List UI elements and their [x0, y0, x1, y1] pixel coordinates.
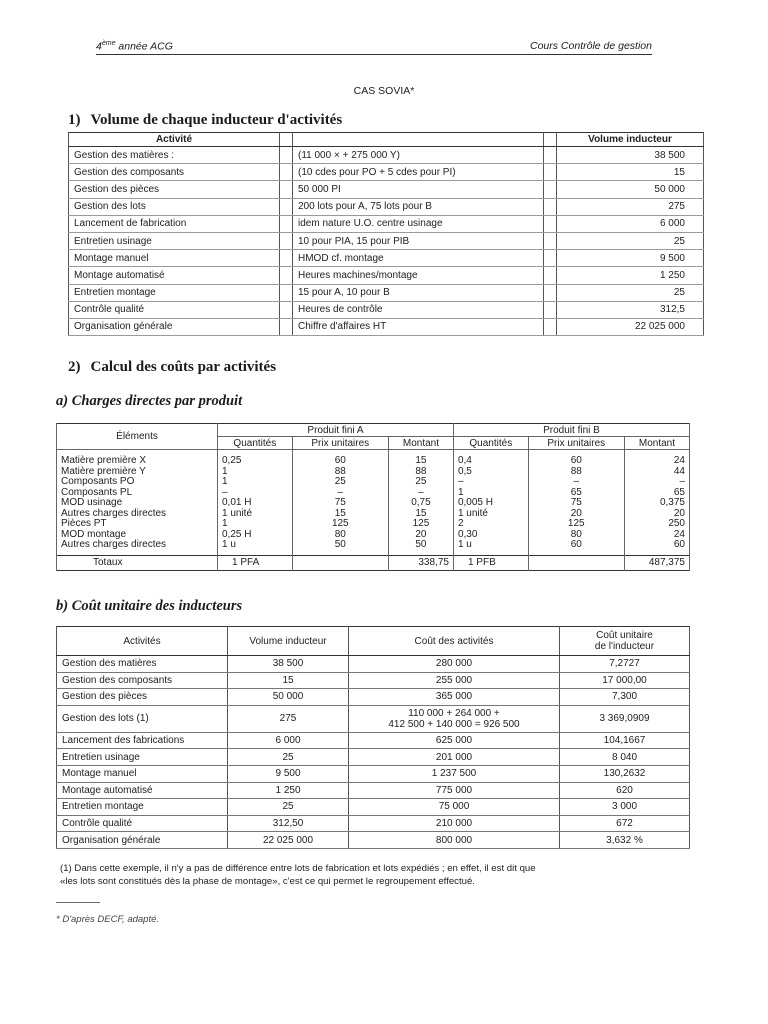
table-row: [69, 232, 704, 249]
amount-b: –: [624, 477, 689, 488]
price-a: 80: [292, 530, 388, 541]
direct-costs-table: [56, 423, 690, 571]
col-product-b: Produit fini B: [453, 424, 689, 437]
unit-cost: 17 000,00: [560, 672, 690, 689]
col-activities: Activités: [57, 627, 228, 656]
col-volume-inducteur: Volume inducteur: [228, 627, 349, 656]
qty-a: –: [218, 488, 293, 499]
inductor-volume: 1 250: [557, 267, 704, 284]
table-row: [69, 318, 704, 335]
amount-a: 15: [388, 450, 453, 467]
amount-a: 50: [388, 540, 453, 555]
activity-name: Organisation générale: [57, 832, 228, 849]
table-row: [57, 498, 690, 509]
activity-name: Gestion des composants: [57, 672, 228, 689]
table-note: (1) Dans cette exemple, il n'y a pas de différence entre lots de fabrication et lots expédiés ; en effet, il est dit que «les lots sont constitués dès la phase de montage», c'est ce qui permet le regroupement effectué.: [60, 863, 536, 887]
price-b: 80: [528, 530, 624, 541]
activity-name: Contrôle qualité: [69, 301, 280, 318]
activity-name: Lancement de fabrication: [69, 215, 280, 232]
price-a: 50: [292, 540, 388, 555]
inductor-volume: 38 500: [557, 147, 704, 164]
price-a: –: [292, 488, 388, 499]
amount-a: 125: [388, 519, 453, 530]
qty-b: 0,5: [453, 467, 528, 478]
col-amount-b: Montant: [624, 437, 689, 450]
table-row: [69, 301, 704, 318]
inductor-cost-table: [56, 626, 690, 849]
inductor-basis: (10 cdes pour PO + 5 cdes pour PI): [293, 164, 544, 181]
col-unit-cost: Coût unitaire de l'inducteur: [560, 627, 690, 656]
table-row: [69, 147, 704, 164]
unit-cost: 8 040: [560, 749, 690, 766]
price-b: 65: [528, 488, 624, 499]
activity-cost: 1 237 500: [349, 765, 560, 782]
page-header: [96, 40, 652, 55]
inductor-basis: Chiffre d'affaires HT: [293, 318, 544, 335]
activity-cost: 280 000: [349, 656, 560, 673]
inductor-volume: 50 000: [557, 181, 704, 198]
price-b: 60: [528, 450, 624, 467]
col-activity: Activité: [69, 133, 280, 147]
activity-cost: 255 000: [349, 672, 560, 689]
amount-a: 88: [388, 467, 453, 478]
col-qty-b: Quantités: [453, 437, 528, 450]
element-name: Autres charges directes: [57, 509, 218, 520]
inductor-volume: 9 500: [557, 250, 704, 267]
amount-b: 24: [624, 450, 689, 467]
price-a: 75: [292, 498, 388, 509]
unit-cost: 130,2632: [560, 765, 690, 782]
amount-a: 25: [388, 477, 453, 488]
table-row: [69, 284, 704, 301]
qty-b: –: [453, 477, 528, 488]
unit-cost: 672: [560, 815, 690, 832]
header-right: Cours Contrôle de gestion: [530, 40, 652, 52]
price-a: 125: [292, 519, 388, 530]
table-row: [69, 250, 704, 267]
qty-b: 2: [453, 519, 528, 530]
inductor-basis: 10 pour PIA, 15 pour PIB: [293, 232, 544, 249]
qty-a: 0,25 H: [218, 530, 293, 541]
table-row: [69, 215, 704, 232]
inductor-basis: 50 000 PI: [293, 181, 544, 198]
element-name: MOD usinage: [57, 498, 218, 509]
qty-a: 0,01 H: [218, 498, 293, 509]
activity-name: Entretien usinage: [69, 232, 280, 249]
table-row: [57, 477, 690, 488]
amount-a: 15: [388, 509, 453, 520]
inductor-basis: (11 000 × + 275 000 Y): [293, 147, 544, 164]
table-row: [57, 749, 690, 766]
unit-cost: 3 369,0909: [560, 705, 690, 732]
inductor-volume: 9 500: [228, 765, 349, 782]
table-row: [57, 672, 690, 689]
table-row: [69, 198, 704, 215]
activity-cost: 365 000: [349, 689, 560, 706]
inductor-volume: 25: [228, 799, 349, 816]
qty-b: 1: [453, 488, 528, 499]
inductor-volume: 50 000: [228, 689, 349, 706]
unit-cost: 620: [560, 782, 690, 799]
subsection-b-heading: b) Coût unitaire des inducteurs: [56, 598, 243, 614]
table-row: [57, 732, 690, 749]
section2-heading: 2) Calcul des coûts par activités: [68, 359, 277, 375]
unit-cost: 104,1667: [560, 732, 690, 749]
amount-a: 20: [388, 530, 453, 541]
element-name: Composants PL: [57, 488, 218, 499]
qty-b: 1 u: [453, 540, 528, 555]
element-name: Composants PO: [57, 477, 218, 488]
footnote: * D'après DECF, adapté.: [56, 914, 160, 925]
unit-cost: 3 000: [560, 799, 690, 816]
price-a: 60: [292, 450, 388, 467]
qty-b: 0,4: [453, 450, 528, 467]
table-row: [69, 267, 704, 284]
activity-name: Entretien montage: [57, 799, 228, 816]
inductor-volume: 25: [228, 749, 349, 766]
col-price-b: Prix unitaires: [528, 437, 624, 450]
table-row: [57, 656, 690, 673]
activity-name: Montage automatisé: [57, 782, 228, 799]
inductor-basis: Heures machines/montage: [293, 267, 544, 284]
activity-name: Gestion des pièces: [57, 689, 228, 706]
activity-name: Lancement des fabrications: [57, 732, 228, 749]
activity-name: Gestion des matières: [57, 656, 228, 673]
case-title: CAS SOVIA*: [353, 85, 415, 97]
activity-name: Gestion des lots (1): [57, 705, 228, 732]
activity-name: Entretien usinage: [57, 749, 228, 766]
price-b: 20: [528, 509, 624, 520]
unit-cost: 3,632 %: [560, 832, 690, 849]
inductor-volume: 15: [557, 164, 704, 181]
inductor-volume: 25: [557, 284, 704, 301]
activity-name: Montage automatisé: [69, 267, 280, 284]
header-left: 4ème année ACG: [96, 39, 173, 52]
table-row: [57, 467, 690, 478]
element-name: Autres charges directes: [57, 540, 218, 555]
subsection-a-heading: a) Charges directes par produit: [56, 393, 243, 409]
inductor-volume: 312,50: [228, 815, 349, 832]
amount-b: 65: [624, 488, 689, 499]
activity-name: Entretien montage: [69, 284, 280, 301]
element-name: MOD montage: [57, 530, 218, 541]
activity-cost: 201 000: [349, 749, 560, 766]
price-a: 88: [292, 467, 388, 478]
price-b: 125: [528, 519, 624, 530]
amount-b: 20: [624, 509, 689, 520]
inductor-volume: 22 025 000: [228, 832, 349, 849]
col-activity-cost: Coût des activités: [349, 627, 560, 656]
activity-cost: 75 000: [349, 799, 560, 816]
inductor-basis: idem nature U.O. centre usinage: [293, 215, 544, 232]
activity-name: Organisation générale: [69, 318, 280, 335]
amount-b: 0,375: [624, 498, 689, 509]
activity-cost: 800 000: [349, 832, 560, 849]
inductor-volume: 6 000: [557, 215, 704, 232]
inductor-basis: 200 lots pour A, 75 lots pour B: [293, 198, 544, 215]
qty-a: 1: [218, 477, 293, 488]
table-row: [57, 689, 690, 706]
activity-cost: 110 000 + 264 000 + 412 500 + 140 000 = 926 500: [349, 705, 560, 732]
col-price-a: Prix unitaires: [292, 437, 388, 450]
inductor-volume: 275: [228, 705, 349, 732]
activity-cost: 775 000: [349, 782, 560, 799]
inductor-volume: 22 025 000: [557, 318, 704, 335]
totals-row: Totaux 1 PFA 338,75 1 PFB 487,375: [57, 555, 690, 570]
section1-heading: 1) Volume de chaque inducteur d'activités: [68, 112, 343, 128]
table-row: [57, 450, 690, 467]
qty-a: 1: [218, 519, 293, 530]
footnote-rule: [56, 902, 100, 903]
activity-name: Montage manuel: [69, 250, 280, 267]
unit-cost: 7,2727: [560, 656, 690, 673]
table-row: [57, 799, 690, 816]
table-row: [57, 488, 690, 499]
amount-b: 44: [624, 467, 689, 478]
price-b: –: [528, 477, 624, 488]
activity-name: Gestion des lots: [69, 198, 280, 215]
activity-cost: 625 000: [349, 732, 560, 749]
amount-b: 60: [624, 540, 689, 555]
qty-a: 1 unité: [218, 509, 293, 520]
inductor-volume: 38 500: [228, 656, 349, 673]
table-row: [57, 815, 690, 832]
activity-name: Gestion des composants: [69, 164, 280, 181]
col-qty-a: Quantités: [218, 437, 293, 450]
inductor-basis: 15 pour A, 10 pour B: [293, 284, 544, 301]
table-row: [57, 519, 690, 530]
element-name: Matière première Y: [57, 467, 218, 478]
price-b: 75: [528, 498, 624, 509]
inductor-volume: 25: [557, 232, 704, 249]
col-amount-a: Montant: [388, 437, 453, 450]
activity-name: Contrôle qualité: [57, 815, 228, 832]
activity-cost: 210 000: [349, 815, 560, 832]
element-name: Matière première X: [57, 450, 218, 467]
qty-a: 0,25: [218, 450, 293, 467]
inductor-basis: HMOD cf. montage: [293, 250, 544, 267]
qty-b: 0,005 H: [453, 498, 528, 509]
price-b: 60: [528, 540, 624, 555]
price-b: 88: [528, 467, 624, 478]
col-elements: Éléments: [57, 424, 218, 450]
table-row: [57, 765, 690, 782]
amount-b: 24: [624, 530, 689, 541]
inductor-volume: 1 250: [228, 782, 349, 799]
activity-volume-table: [68, 132, 704, 336]
table-row: [57, 832, 690, 849]
qty-a: 1: [218, 467, 293, 478]
table-row: [57, 509, 690, 520]
inductor-volume: 275: [557, 198, 704, 215]
col-product-a: Produit fini A: [218, 424, 454, 437]
amount-b: 250: [624, 519, 689, 530]
inductor-basis: Heures de contrôle: [293, 301, 544, 318]
amount-a: –: [388, 488, 453, 499]
price-a: 15: [292, 509, 388, 520]
qty-b: 1 unité: [453, 509, 528, 520]
inductor-volume: 312,5: [557, 301, 704, 318]
table-row: [69, 181, 704, 198]
inductor-volume: 6 000: [228, 732, 349, 749]
activity-name: Montage manuel: [57, 765, 228, 782]
col-volume: Volume inducteur: [557, 133, 704, 147]
table-row: [57, 705, 690, 732]
activity-name: Gestion des matières :: [69, 147, 280, 164]
qty-a: 1 u: [218, 540, 293, 555]
unit-cost: 7,300: [560, 689, 690, 706]
table-row: [57, 782, 690, 799]
table-row: [57, 540, 690, 555]
activity-name: Gestion des pièces: [69, 181, 280, 198]
inductor-volume: 15: [228, 672, 349, 689]
price-a: 25: [292, 477, 388, 488]
qty-b: 0,30: [453, 530, 528, 541]
element-name: Pièces PT: [57, 519, 218, 530]
amount-a: 0,75: [388, 498, 453, 509]
table-row: [69, 164, 704, 181]
